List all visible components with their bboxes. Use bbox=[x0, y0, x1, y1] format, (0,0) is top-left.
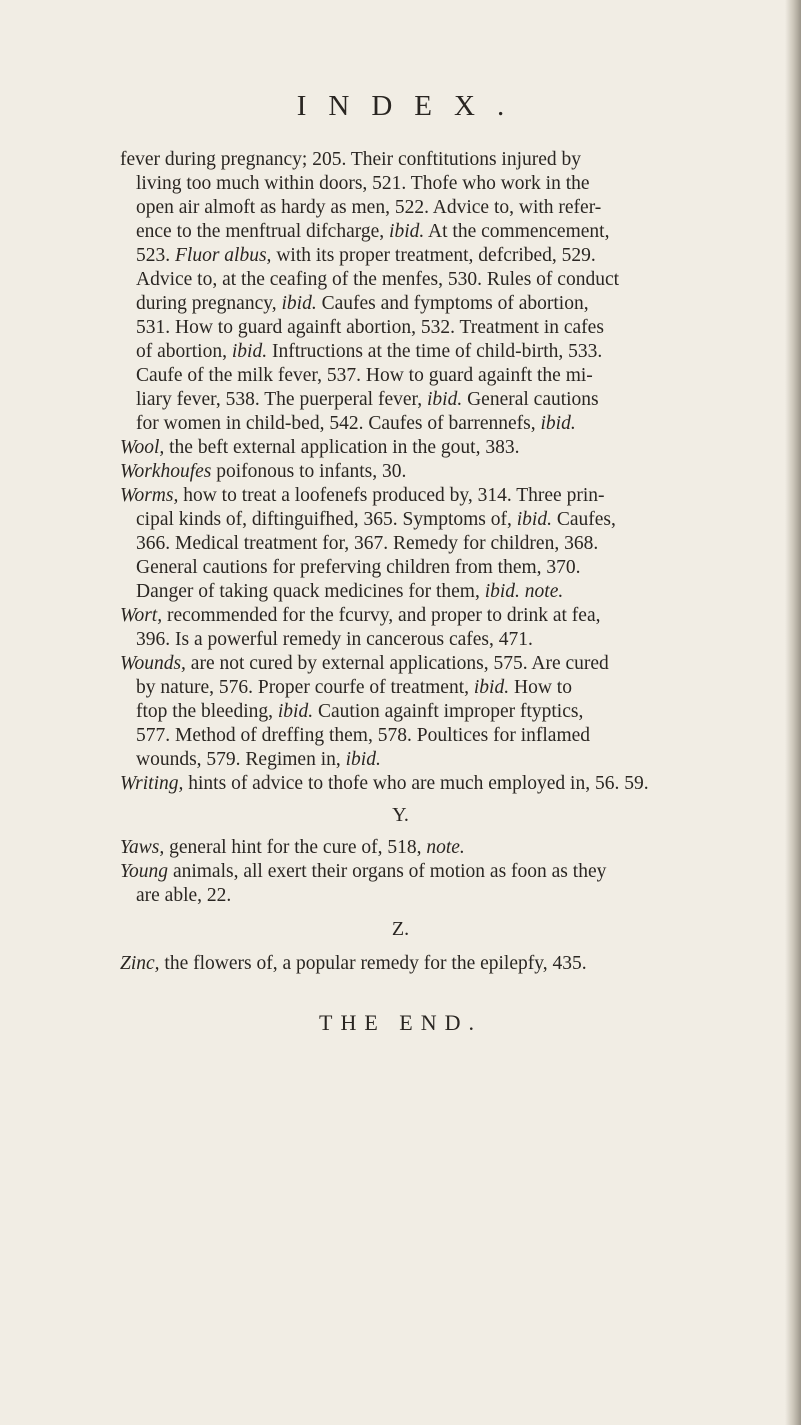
index-text: recommended for the fcurvy, and proper to drink at fea, bbox=[162, 605, 601, 626]
index-text: open air almoft as hardy as men, 522. Advice to, with refer- bbox=[136, 197, 602, 218]
index-entry-zinc bbox=[120, 952, 587, 976]
index-text: are not cured by external applications, 575. Are cured bbox=[185, 653, 609, 674]
index-line bbox=[136, 388, 599, 412]
index-text: Advice to, at the ceafing of the menfes, 530. Rules of conduct bbox=[136, 269, 620, 290]
index-line bbox=[136, 556, 581, 580]
ibid-ref: ibid. bbox=[281, 293, 317, 314]
index-line bbox=[136, 196, 601, 220]
index-entry-wort bbox=[120, 604, 600, 628]
section-letter-y: Y. bbox=[392, 804, 409, 826]
index-entry-worms bbox=[120, 484, 605, 508]
index-text: with its proper treatment, defcribed, 529. bbox=[271, 245, 596, 266]
entry-headword: Worms, bbox=[120, 485, 179, 506]
ibid-ref: ibid. note. bbox=[484, 581, 564, 602]
index-text: ftop the bleeding, bbox=[136, 701, 278, 722]
index-text: are able, 22. bbox=[136, 885, 232, 906]
index-line bbox=[136, 676, 572, 700]
index-entry-yaws bbox=[120, 836, 465, 860]
index-text: ence to the menftrual difcharge, bbox=[136, 221, 385, 242]
the-end: THE END. bbox=[319, 1010, 482, 1035]
index-line bbox=[136, 244, 596, 268]
note-ref: note. bbox=[426, 837, 465, 858]
index-entry-writing bbox=[120, 772, 649, 796]
index-text: during pregnancy, bbox=[136, 293, 282, 314]
index-text: living too much within doors, 521. Thofe who work in the bbox=[136, 173, 590, 194]
index-text: by nature, 576. Proper courfe of treatment, bbox=[136, 677, 474, 698]
index-text: General cautions for preferving children from them, 370. bbox=[136, 557, 581, 578]
index-text: for women in child-bed, 542. Caufes of barrennefs, bbox=[136, 413, 541, 434]
index-text: the flowers of, a popular remedy for the epilepfy, 435. bbox=[159, 953, 587, 974]
index-line bbox=[136, 884, 231, 908]
index-line bbox=[136, 340, 602, 364]
index-line bbox=[136, 220, 609, 244]
index-text: the beft external application in the gout, 383. bbox=[164, 437, 520, 458]
index-entry-young bbox=[120, 860, 606, 884]
index-text: Caufe of the milk fever, 537. How to guard againft the mi- bbox=[136, 365, 593, 386]
ibid-ref: ibid. bbox=[389, 221, 425, 242]
entry-headword: Young bbox=[120, 861, 169, 882]
ibid-ref: ibid. bbox=[426, 389, 463, 410]
ibid-ref: ibid. bbox=[516, 509, 552, 530]
index-text: how to treat a loofenefs produced by, 314. Three prin- bbox=[178, 485, 605, 506]
index-line bbox=[136, 292, 589, 316]
index-text: Caufes, bbox=[551, 509, 616, 530]
index-text: 396. Is a powerful remedy in cancerous cafes, 471. bbox=[136, 629, 533, 650]
index-text: liary fever, 538. The puerperal fever, bbox=[136, 389, 427, 410]
index-text: Caufes and fymptoms of abortion, bbox=[316, 293, 589, 314]
index-text: 523. bbox=[136, 245, 175, 266]
ibid-ref: ibid. bbox=[231, 341, 268, 362]
entry-headword: Zinc, bbox=[120, 953, 160, 974]
entry-headword: Yaws, bbox=[120, 837, 165, 858]
index-line bbox=[136, 748, 381, 772]
index-text: poifonous to infants, 30. bbox=[211, 461, 407, 482]
entry-headword: Wool, bbox=[120, 437, 165, 458]
entry-headword: Writing, bbox=[120, 773, 184, 794]
index-line bbox=[136, 172, 590, 196]
running-head: INDEX. bbox=[296, 90, 527, 122]
index-text: wounds, 579. Regimen in, bbox=[136, 749, 346, 770]
index-line bbox=[136, 580, 563, 604]
index-text: 366. Medical treatment for, 367. Remedy for children, 368. bbox=[136, 533, 599, 554]
section-letter-z: Z. bbox=[391, 918, 410, 940]
index-line bbox=[136, 412, 576, 436]
index-text: hints of advice to thofe who are much employed in, 56. 59. bbox=[183, 773, 649, 794]
index-line bbox=[136, 268, 619, 292]
ibid-ref: ibid. bbox=[277, 701, 314, 722]
ibid-ref: ibid. bbox=[473, 677, 510, 698]
index-entry-wool bbox=[120, 436, 519, 460]
index-text: Inftructions at the time of child-birth, 533. bbox=[267, 341, 603, 362]
ibid-ref: ibid. bbox=[345, 749, 381, 770]
index-text: How to bbox=[509, 677, 572, 698]
ibid-ref: ibid. bbox=[540, 413, 576, 434]
entry-headword: Workhoufes bbox=[120, 461, 212, 482]
index-text: Caution againft improper ftyptics, bbox=[313, 701, 584, 722]
index-text: Danger of taking quack medicines for them, bbox=[136, 581, 485, 602]
entry-headword: Wort, bbox=[120, 605, 163, 626]
page-edge-shadow bbox=[785, 0, 801, 1425]
subentry-term: Fluor albus, bbox=[175, 245, 272, 266]
index-text: cipal kinds of, diftinguifhed, 365. Symptoms of, bbox=[136, 509, 517, 530]
index-line bbox=[136, 364, 593, 388]
index-line bbox=[136, 316, 604, 340]
index-text: general hint for the cure of, 518, bbox=[164, 837, 427, 858]
index-text: 531. How to guard againft abortion, 532. Treatment in cafes bbox=[136, 317, 604, 338]
entry-headword: Wounds, bbox=[120, 653, 186, 674]
index-line bbox=[136, 532, 598, 556]
index-entry-wounds bbox=[120, 652, 609, 676]
index-line bbox=[136, 724, 590, 748]
index-line bbox=[136, 508, 616, 532]
index-text: General cautions bbox=[462, 389, 599, 410]
index-line bbox=[136, 700, 583, 724]
index-line bbox=[120, 148, 581, 172]
index-text: At the commencement, bbox=[424, 221, 610, 242]
index-line bbox=[136, 628, 533, 652]
index-text: 577. Method of dreffing them, 578. Poultices for inflamed bbox=[136, 725, 591, 746]
index-text: of abortion, bbox=[136, 341, 232, 362]
index-text: animals, all exert their organs of motion as foon as they bbox=[168, 861, 607, 882]
index-entry-workhoufes bbox=[120, 460, 406, 484]
index-text: fever during pregnancy; 205. Their conftitutions injured by bbox=[120, 149, 582, 170]
